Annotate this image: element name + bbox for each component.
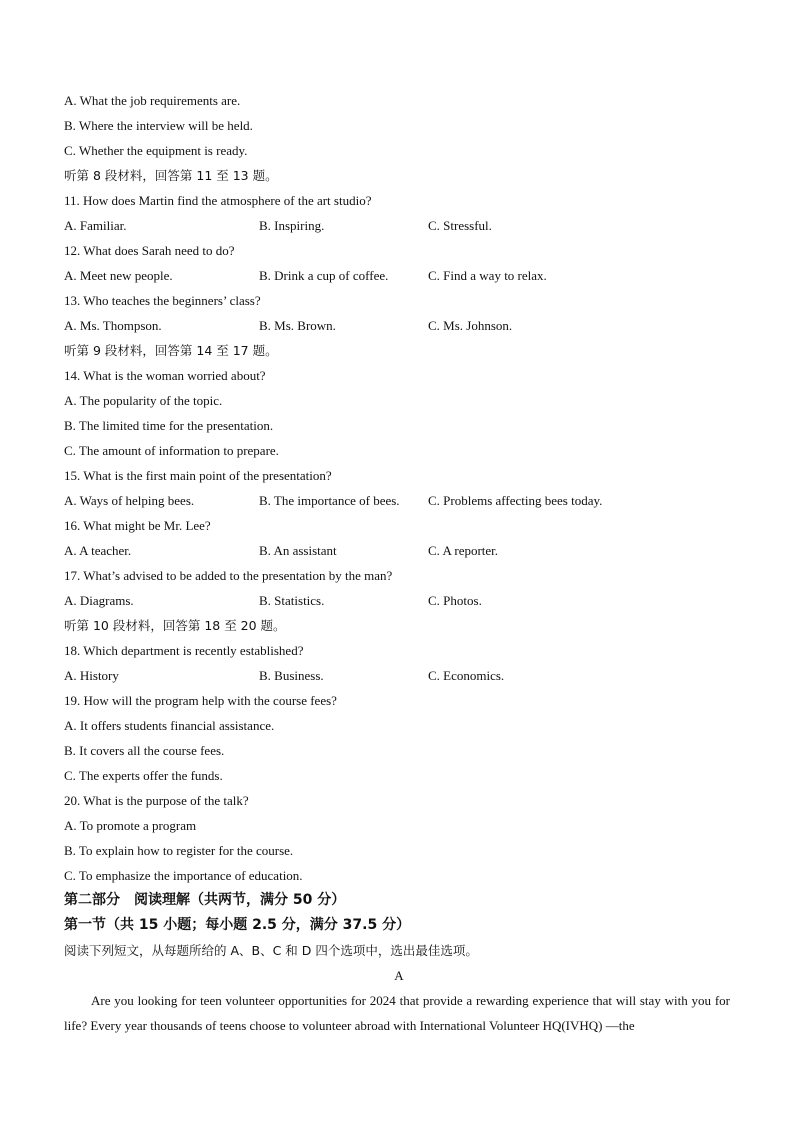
option-b: B. To explain how to register for the course. (64, 843, 294, 858)
option-c: C. Whether the equipment is ready. (64, 143, 248, 158)
passage-label: A (394, 968, 404, 983)
question-13: 13. Who teaches the beginners’ class? (64, 293, 261, 308)
option-a: A. Ms. Thompson. (64, 318, 162, 333)
option-c: C. The amount of information to prepare. (64, 443, 279, 458)
question-17-options (64, 588, 734, 613)
option-b: B. The importance of bees. (259, 493, 400, 508)
option-c: C. Stressful. (428, 218, 492, 233)
question-19: 19. How will the program help with the course fees? (64, 693, 337, 708)
option-c: C. The experts offer the funds. (64, 768, 223, 783)
option-b: B. It covers all the course fees. (64, 743, 225, 758)
question-18: 18. Which department is recently established? (64, 643, 304, 658)
question-13-options (64, 313, 734, 338)
option-b: B. Drink a cup of coffee. (259, 268, 389, 283)
question-15-options (64, 488, 734, 513)
option-b: B. Business. (259, 668, 324, 683)
question-17: 17. What’s advised to be added to the presentation by the man? (64, 568, 393, 583)
part-two-title: 第二部分 阅读理解（共两节，满分 50 分） (64, 892, 346, 908)
instruction-material-9: 听第 9 段材料，回答第 14 至 17 题。 (64, 343, 278, 358)
question-11-options (64, 213, 734, 238)
option-a: A. Diagrams. (64, 593, 134, 608)
question-18-options (64, 663, 734, 688)
option-a: A. A teacher. (64, 543, 132, 558)
option-b: B. Statistics. (259, 593, 325, 608)
option-c: C. To emphasize the importance of education. (64, 868, 303, 883)
question-16: 16. What might be Mr. Lee? (64, 518, 211, 533)
option-b: B. Ms. Brown. (259, 318, 336, 333)
option-a: A. It offers students financial assistance. (64, 718, 275, 733)
option-c: C. Problems affecting bees today. (428, 493, 603, 508)
option-a: A. History (64, 668, 119, 683)
instruction-material-8: 听第 8 段材料，回答第 11 至 13 题。 (64, 168, 278, 183)
option-b: B. An assistant (259, 543, 337, 558)
option-a: A. What the job requirements are. (64, 93, 241, 108)
option-a: A. Ways of helping bees. (64, 493, 195, 508)
option-c: C. Photos. (428, 593, 482, 608)
passage-paragraph: Are you looking for teen volunteer opportunities for 2024 that provide a rewarding experience that will stay with you for life? Every year thousands of teens choose to volunteer abroad with International Volunteer HQ(IVHQ) —the (64, 993, 730, 1033)
exam-page (64, 88, 734, 1038)
question-16-options (64, 538, 734, 563)
section-one-title: 第一节（共 15 小题；每小题 2.5 分，满分 37.5 分） (64, 917, 411, 933)
instruction-material-10: 听第 10 段材料，回答第 18 至 20 题。 (64, 618, 286, 633)
option-b: B. The limited time for the presentation. (64, 418, 274, 433)
question-20: 20. What is the purpose of the talk? (64, 793, 249, 808)
question-15: 15. What is the first main point of the presentation? (64, 468, 332, 483)
option-c: C. Economics. (428, 668, 505, 683)
question-11: 11. How does Martin find the atmosphere of the art studio? (64, 193, 372, 208)
option-c: C. Find a way to relax. (428, 268, 547, 283)
option-a: A. Meet new people. (64, 268, 173, 283)
question-12: 12. What does Sarah need to do? (64, 243, 235, 258)
option-a: A. Familiar. (64, 218, 127, 233)
option-c: C. A reporter. (428, 543, 499, 558)
option-b: B. Inspiring. (259, 218, 325, 233)
option-a: A. The popularity of the topic. (64, 393, 223, 408)
option-b: B. Where the interview will be held. (64, 118, 253, 133)
question-12-options (64, 263, 734, 288)
option-a: A. To promote a program (64, 818, 197, 833)
reading-instruction: 阅读下列短文，从每题所给的 A、B、C 和 D 四个选项中，选出最佳选项。 (64, 943, 478, 958)
question-14: 14. What is the woman worried about? (64, 368, 266, 383)
option-c: C. Ms. Johnson. (428, 318, 513, 333)
